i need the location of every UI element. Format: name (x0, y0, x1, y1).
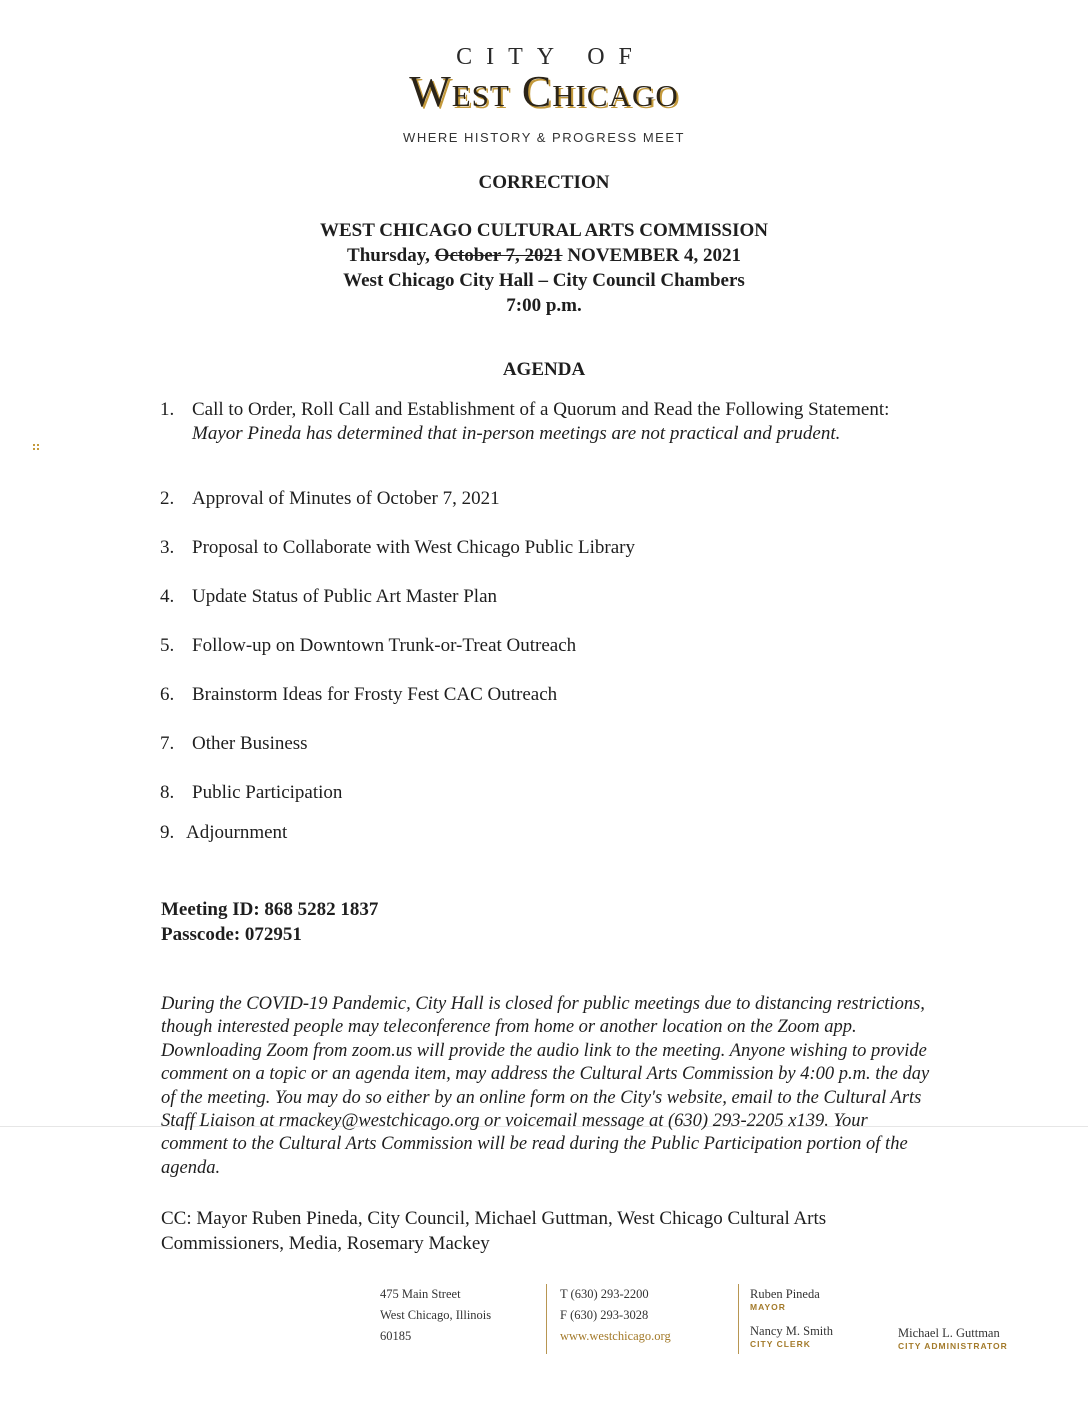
commission-title: WEST CHICAGO CULTURAL ARTS COMMISSION (319, 220, 769, 241)
covid-notice: During the COVID-19 Pandemic, City Hall is closed for public meetings due to distancing restrictions, though interested people may teleconference from home or another location on the Zoom app. Downloading Zoom from zoom.us will provide the audio link to the meeting. Anyone wishing to provide comment on a topic or an agenda item, may address the Cultural Arts Commission by 4:00 p.m. the day of the meeting. You may do so either by an online form on the City's website, email to the Cultural Arts Staff Liaison at rmackey@westchicago.org or voicemail message at (630) 293-2205 x139. Your comment to the Cultural Arts Commission will be read during the Public Participation portion of the agenda. (161, 994, 930, 1178)
agenda-item-text: Call to Order, Roll Call and Establishment of a Quorum and Read the Following Statement: (192, 399, 890, 420)
correction-heading: CORRECTION (478, 172, 610, 193)
clerk-name: Nancy M. Smith (750, 1324, 833, 1338)
footer-clerk (750, 1323, 833, 1349)
agenda-item-text: Approval of Minutes of October 7, 2021 (192, 488, 500, 509)
footer-contact (560, 1284, 671, 1347)
footer-divider (546, 1284, 547, 1354)
agenda-item-text: Public Participation (192, 782, 343, 803)
margin-mark-icon (33, 444, 39, 450)
agenda-item-number: 6. (160, 684, 175, 705)
agenda-item-text: Follow-up on Downtown Trunk-or-Treat Outreach (192, 635, 577, 656)
new-date: NOVEMBER 4, 2021 (567, 245, 741, 266)
meeting-passcode: Passcode: 072951 (161, 924, 302, 945)
logo-city-of: CITY OF (456, 44, 646, 70)
agenda-item-number: 4. (160, 586, 175, 607)
footer-administrator (898, 1325, 1008, 1351)
address-street: 475 Main Street (380, 1287, 461, 1301)
agenda-item-statement: Mayor Pineda has determined that in-person meetings are not practical and prudent. (192, 423, 841, 444)
address-zip: 60185 (380, 1329, 412, 1343)
agenda-heading: AGENDA (502, 359, 586, 380)
agenda-item-number: 1. (160, 399, 175, 420)
agenda-item-text: Proposal to Collaborate with West Chicago Public Library (192, 537, 635, 558)
agenda-item-number: 3. (160, 537, 175, 558)
agenda-item-number: 2. (160, 488, 175, 509)
address-city: West Chicago, Illinois (380, 1308, 492, 1322)
meeting-location: West Chicago City Hall – City Council Chambers (343, 270, 745, 291)
agenda-item-number: 8. (160, 782, 175, 803)
agenda-item-text: Update Status of Public Art Master Plan (192, 586, 498, 607)
struck-date: October 7, 2021 (434, 245, 563, 266)
footer-divider (738, 1284, 739, 1354)
agenda-item-number: 5. (160, 635, 175, 656)
meeting-day: Thursday, (347, 245, 430, 266)
website-link[interactable]: www.westchicago.org (560, 1329, 671, 1343)
admin-name: Michael L. Guttman (898, 1326, 1000, 1340)
meeting-time: 7:00 p.m. (506, 295, 582, 316)
agenda-item-text: Adjournment (186, 822, 288, 843)
agenda-item-text: Other Business (192, 733, 308, 754)
mayor-role: MAYOR (750, 1302, 786, 1312)
agenda-item-number: 9. (160, 822, 175, 843)
footer-mayor (750, 1286, 820, 1312)
tagline: WHERE HISTORY & PROGRESS MEET (403, 130, 685, 145)
meeting-date-line (0, 245, 1088, 267)
meeting-id: Meeting ID: 868 5282 1837 (161, 899, 379, 920)
meeting-info (161, 897, 378, 947)
phone-number: T (630) 293-2200 (560, 1287, 649, 1301)
fax-number: F (630) 293-3028 (560, 1308, 649, 1322)
mayor-name: Ruben Pineda (750, 1287, 820, 1301)
agenda-item-text: Brainstorm Ideas for Frosty Fest CAC Outreach (192, 684, 558, 705)
cc-line: CC: Mayor Ruben Pineda, City Council, Michael Guttman, West Chicago Cultural Arts Commissioners, Media, Rosemary Mackey (161, 1208, 827, 1254)
clerk-role: CITY CLERK (750, 1339, 811, 1349)
logo-west-chicago: West Chicago (409, 67, 679, 116)
footer-address (380, 1284, 491, 1347)
admin-role: CITY ADMINISTRATOR (898, 1341, 1008, 1351)
agenda-item-number: 7. (160, 733, 175, 754)
